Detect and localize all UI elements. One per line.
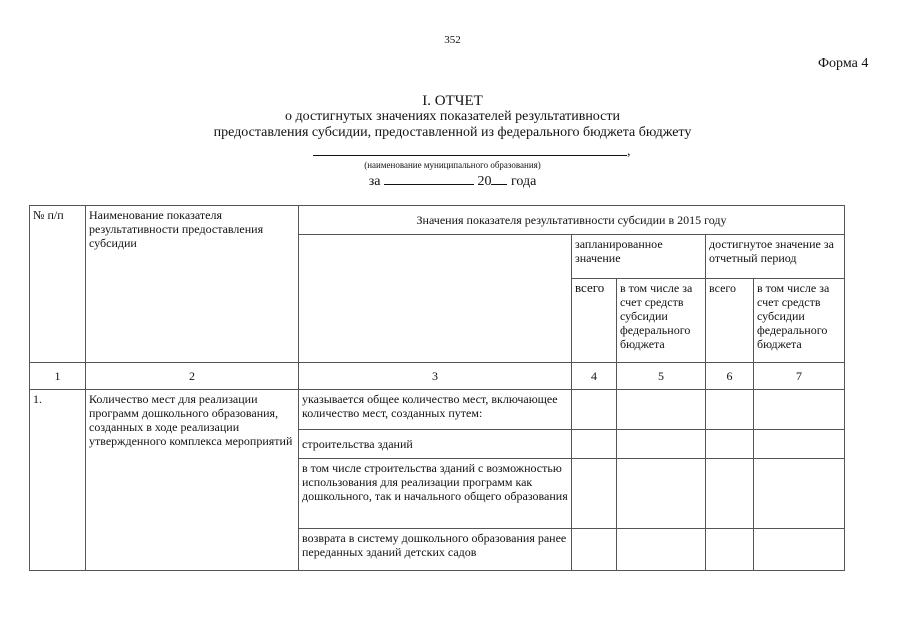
indicator-name: Количество мест для реализации программ дошкольного образования, созданных в ходе реализации утвержденного комплекса мероприятий	[86, 390, 299, 571]
municipality-name-caption: (наименование муниципального образования)	[364, 160, 541, 170]
header-achieved-federal: в том числе за счет средств субсидии федерального бюджета	[754, 279, 845, 363]
column-number: 6	[706, 363, 754, 390]
column-number: 3	[299, 363, 572, 390]
header-planned: запланированное значение	[572, 235, 706, 279]
municipality-name-comma: ,	[627, 144, 631, 159]
column-number: 2	[86, 363, 299, 390]
header-planned-total: всего	[572, 279, 617, 363]
value-cell	[754, 459, 845, 529]
report-year-line	[0, 173, 905, 190]
indicator-detail: указывается общее количество мест, включающее количество мест, созданных путем:	[299, 390, 572, 430]
column-number: 7	[754, 363, 845, 390]
municipality-name-line	[313, 155, 627, 156]
value-cell	[706, 529, 754, 571]
column-number: 4	[572, 363, 617, 390]
header-achieved: достигнутое значение за отчетный период	[706, 235, 845, 279]
table-header-row-1	[30, 206, 845, 235]
value-cell	[754, 430, 845, 459]
report-subtitle-line1: о достигнутых значениях показателей результативности	[285, 109, 620, 124]
row-number: 1.	[30, 390, 86, 571]
report-title: I. ОТЧЕТ	[422, 93, 483, 109]
value-cell	[617, 390, 706, 430]
value-cell	[572, 390, 617, 430]
value-cell	[572, 430, 617, 459]
header-col-num: № п/п	[30, 206, 86, 363]
year-blank-line	[384, 173, 474, 185]
year-digits-blank	[491, 173, 507, 185]
column-number: 1	[30, 363, 86, 390]
value-cell	[706, 459, 754, 529]
form-label: Форма 4	[818, 56, 869, 71]
value-cell	[706, 390, 754, 430]
value-cell	[572, 529, 617, 571]
column-number: 5	[617, 363, 706, 390]
value-cell	[754, 390, 845, 430]
table-row	[30, 390, 845, 430]
value-cell	[617, 430, 706, 459]
value-cell	[754, 529, 845, 571]
value-cell	[617, 459, 706, 529]
page-number: 352	[444, 34, 461, 46]
indicator-detail: возврата в систему дошкольного образования ранее переданных зданий детских садов	[299, 529, 572, 571]
year-century: 20	[477, 174, 492, 189]
header-achieved-total: всего	[706, 279, 754, 363]
header-col-3-empty	[299, 235, 572, 363]
header-col-name: Наименование показателя результативности предоставления субсидии	[86, 206, 299, 363]
column-number-row	[30, 363, 845, 390]
report-table	[29, 205, 845, 571]
indicator-detail: строительства зданий	[299, 430, 572, 459]
header-planned-federal: в том числе за счет средств субсидии федерального бюджета	[617, 279, 706, 363]
indicator-detail: в том числе строительства зданий с возможностью использования для реализации программ как дошкольного, так и начального общего образования	[299, 459, 572, 529]
year-suffix: года	[510, 174, 537, 189]
value-cell	[617, 529, 706, 571]
report-subtitle-line2: предоставления субсидии, предоставленной из федерального бюджета бюджету	[213, 125, 692, 140]
header-values-group: Значения показателя результативности субсидии в 2015 году	[299, 206, 845, 235]
value-cell	[572, 459, 617, 529]
year-prefix: за	[368, 174, 381, 189]
value-cell	[706, 430, 754, 459]
